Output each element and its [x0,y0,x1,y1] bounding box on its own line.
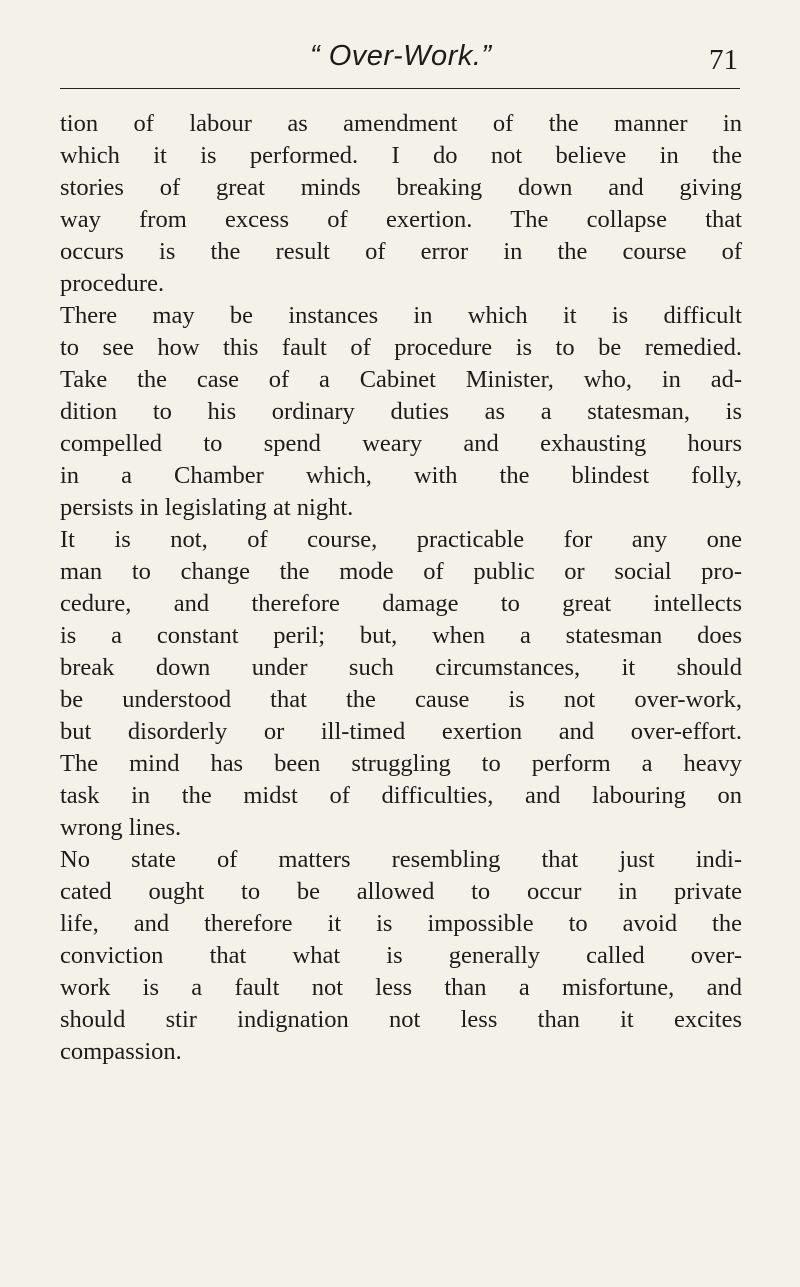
text-line: cated ought to be allowed to occur in private [60,878,742,905]
text-line: persists in legislating at night. [60,494,354,521]
text-line: should stir indignation not less than it excites [60,1006,742,1033]
text-line: conviction that what is generally called over- [60,942,742,969]
text-line: to see how this fault of procedure is to be remedied. [60,334,742,361]
text-line: task in the midst of difficulties, and labouring on [60,782,742,809]
text-line: cedure, and therefore damage to great intellects [60,590,742,617]
text-line: work is a fault not less than a misfortune, and [60,974,742,1001]
text-line: Take the case of a Cabinet Minister, who, in ad- [60,366,742,393]
text-line: which it is performed. I do not believe in the [60,142,742,169]
text-line: be understood that the cause is not over-work, [60,686,742,713]
paragraph [60,844,742,1068]
text-line: There may be instances in which it is difficult [60,302,742,329]
text-line: procedure. [60,270,165,297]
text-line: dition to his ordinary duties as a statesman, is [60,398,742,425]
text-line: The mind has been struggling to perform a heavy [60,750,742,777]
header-rule [60,88,740,89]
paragraph [60,300,742,524]
text-line: It is not, of course, practicable for any one [60,526,742,553]
paragraph [60,108,742,300]
text-line: compelled to spend weary and exhausting hours [60,430,742,457]
body-text [60,108,742,1068]
text-line: life, and therefore it is impossible to avoid the [60,910,742,937]
text-line: stories of great minds breaking down and giving [60,174,742,201]
text-line: is a constant peril; but, when a statesman does [60,622,742,649]
running-head [60,40,740,88]
text-line: compassion. [60,1038,182,1065]
text-line: wrong lines. [60,814,182,841]
running-title: “ Over-Work.” [310,40,492,72]
text-line: way from excess of exertion. The collapse that [60,206,742,233]
text-line: in a Chamber which, with the blindest folly, [60,462,742,489]
text-line: No state of matters resembling that just indi- [60,846,742,873]
text-line: man to change the mode of public or social pro- [60,558,742,585]
page-number: 71 [709,44,738,76]
text-line: occurs is the result of error in the course of [60,238,742,265]
text-line: break down under such circumstances, it should [60,654,742,681]
paragraph [60,524,742,844]
text-line: but disorderly or ill-timed exertion and over-effort. [60,718,742,745]
text-line: tion of labour as amendment of the manner in [60,110,742,137]
